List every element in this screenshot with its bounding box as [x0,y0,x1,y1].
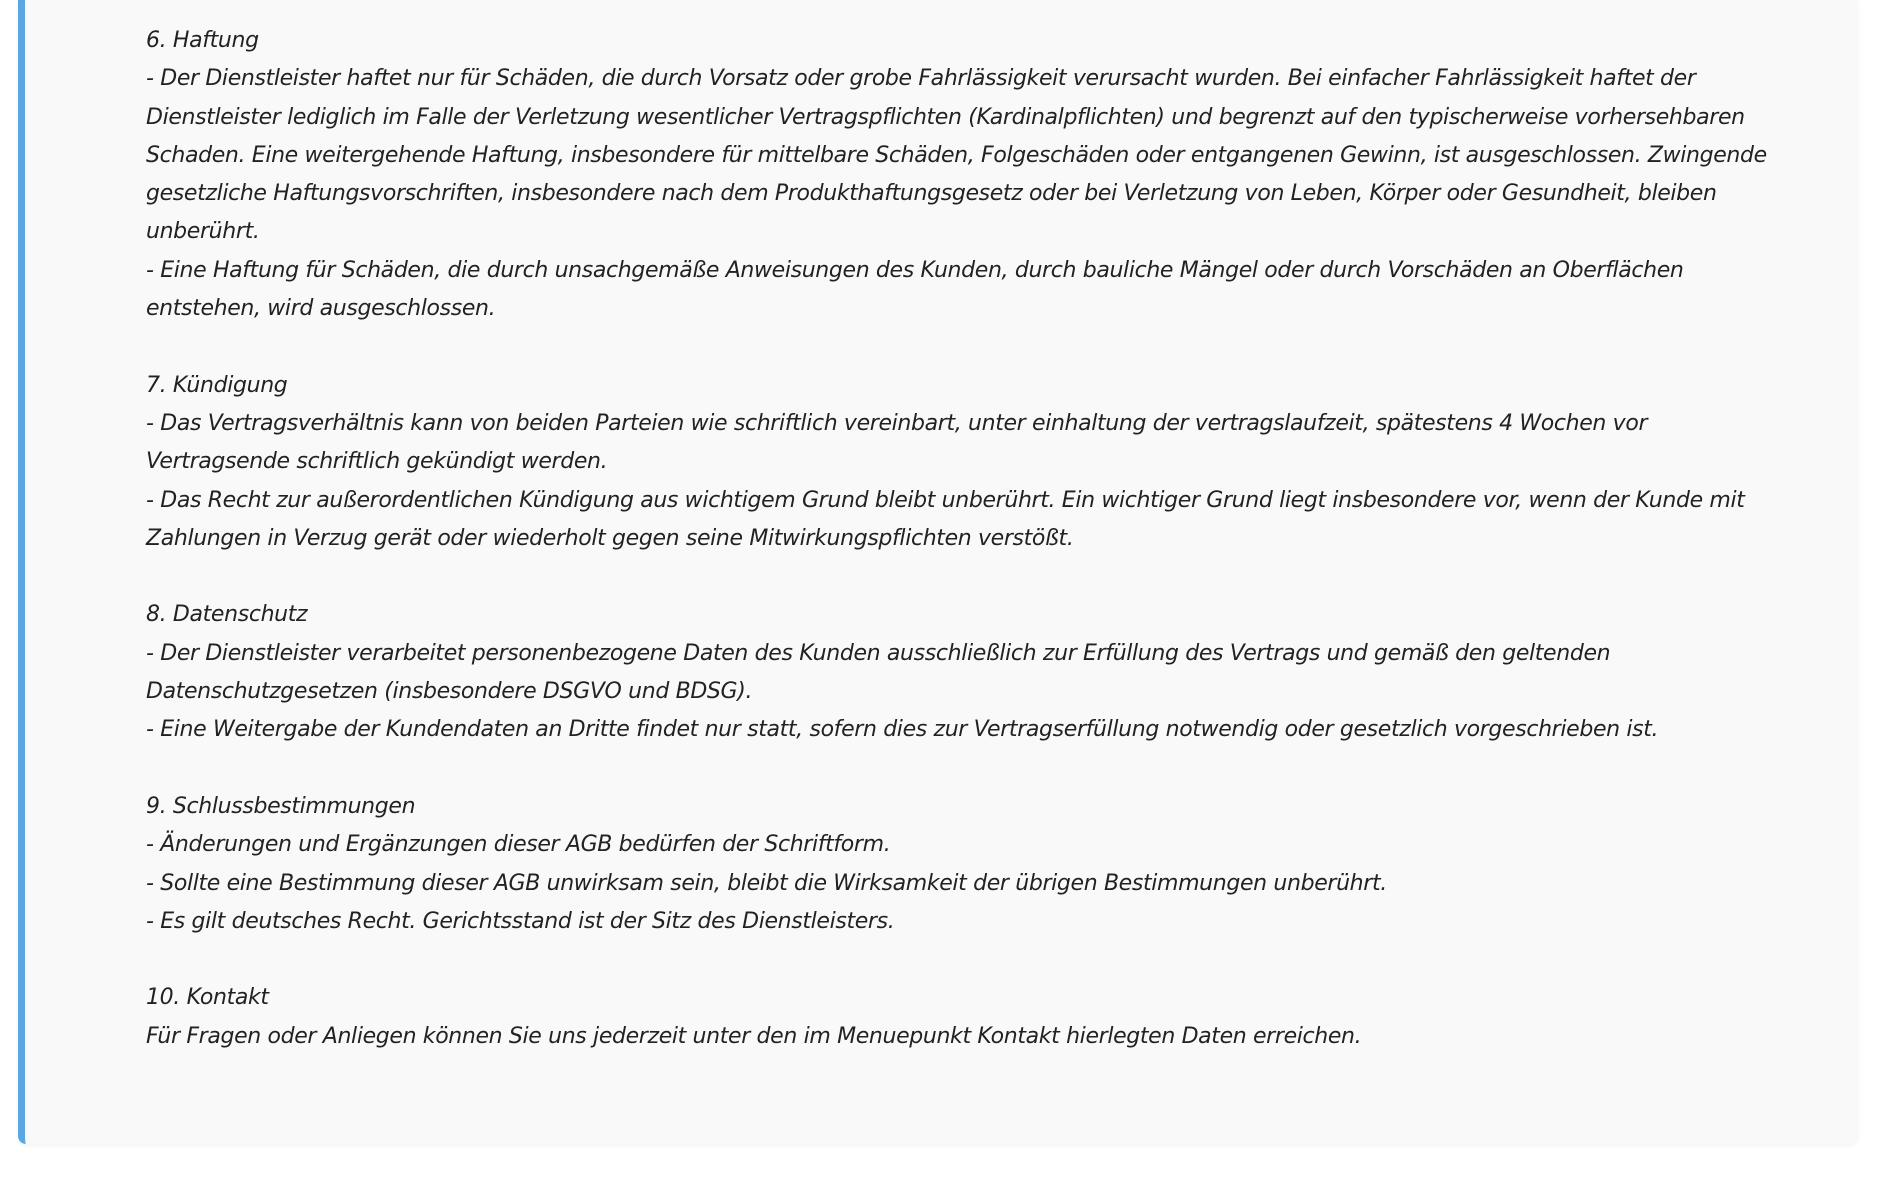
section-heading: 6. Haftung [146,28,259,53]
section-paragraph: Für Fragen oder Anliegen können Sie uns jederzeit unter den im Menuepunkt Kontakt hierlegten Daten erreichen. [146,1023,1362,1049]
section-kontakt [146,979,1786,1056]
section-heading: 10. Kontakt [146,985,269,1011]
section-paragraph: - Änderungen und Ergänzungen dieser AGB bedürfen der Schriftform. [146,832,891,858]
section-haftung [146,22,1786,328]
section-paragraph: - Der Dienstleister verarbeitet personenbezogene Daten des Kunden ausschließlich zur Erfüllung des Vertrags und gemäß den geltenden Datenschutzgesetzen (insbesondere DSGVO und BDSG). [146,640,1611,705]
section-datenschutz [146,596,1786,749]
terms-card [18,0,1858,1144]
section-paragraph: - Eine Weitergabe der Kundendaten an Dritte findet nur statt, sofern dies zur Vertragserfüllung notwendig oder gesetzlich vorgeschrieben ist. [146,717,1659,743]
section-paragraph: - Der Dienstleister haftet nur für Schäden, die durch Vorsatz oder grobe Fahrlässigkeit verursacht wurden. Bei einfacher Fahrlässigkeit haftet der Dienstleister lediglich im Falle der Verletzung wesentlicher Vertragspflichten (Kardinalpflichten) und begrenzt auf den typischerweise vorhersehbaren Schaden. Eine weitergehende Haftung, insbesondere für mittelbare Schäden, Folgeschäden oder entgangenen Gewinn, ist ausgeschlossen. Zwingende gesetzliche Haftungsvorschriften, insbesondere nach dem Produkthaftungsgesetz oder bei Verletzung von Leben, Körper oder Gesundheit, bleiben unberührt. [146,66,1767,245]
section-paragraph: - Das Recht zur außerordentlichen Kündigung aus wichtigem Grund bleibt unberührt. Ein wichtiger Grund liegt insbesondere vor, wenn der Kunde mit Zahlungen in Verzug gerät oder wiederholt gegen seine Mitwirkungspflichten verstößt. [146,487,1745,551]
section-heading: 9. Schlussbestimmungen [146,793,416,819]
section-schlussbestimmungen [146,788,1786,941]
section-paragraph: - Das Vertragsverhältnis kann von beiden Parteien wie schriftlich vereinbart, unter einhaltung der vertragslaufzeit, spätestens 4 Wochen vor Vertragsende schriftlich gekündigt werden. [146,410,1648,475]
terms-content [146,22,1786,1056]
section-paragraph: - Sollte eine Bestimmung dieser AGB unwirksam sein, bleibt die Wirksamkeit der übrigen Bestimmungen unberührt. [146,870,1387,896]
section-kuendigung [146,367,1786,558]
section-paragraph: - Eine Haftung für Schäden, die durch unsachgemäße Anweisungen des Kunden, durch bauliche Mängel oder durch Vorschäden an Oberflächen entstehen, wird ausgeschlossen. [146,257,1684,322]
section-heading: 7. Kündigung [146,372,288,398]
section-heading: 8. Datenschutz [146,602,308,628]
section-paragraph: - Es gilt deutsches Recht. Gerichtsstand ist der Sitz des Dienstleisters. [146,908,895,934]
